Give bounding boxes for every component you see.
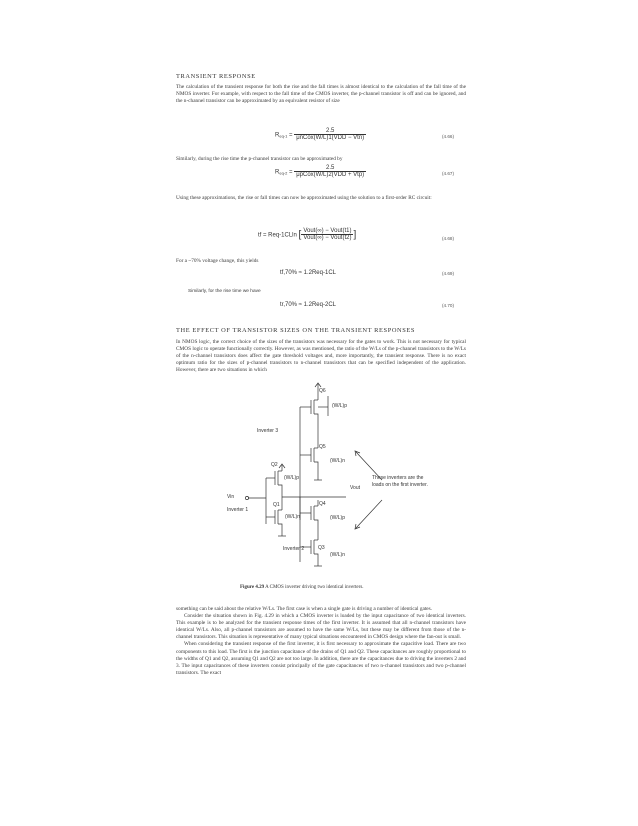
equation-4-66: $R_{eq-1}$ = $\frac{2.5}{\text{μnCox(W/L)1(VDD − Vtn)}}$ xyxy=(275,128,365,141)
eq-numerator: 2.5 xyxy=(294,128,366,135)
label-q2: Q2 xyxy=(271,462,278,468)
section-heading-transistor-sizes: THE EFFECT OF TRANSISTOR SIZES ON THE TRANSIENT RESPONSES xyxy=(176,327,416,334)
label-q1: Q1 xyxy=(273,502,280,508)
equation-4-70: tr,70% ≈ 1.2Req-2CL xyxy=(280,302,336,308)
q2-d xyxy=(278,485,282,497)
paragraph-text: Similarly, for the rise time we have xyxy=(188,289,261,294)
equation-number: (4.69) xyxy=(442,271,455,276)
annotation-loads: These inverters are the loads on the first inverter. xyxy=(372,475,428,488)
eq-denominator: μpCox(W/L)2(VDD + Vtp) xyxy=(296,172,365,178)
eq-lhs: tf = Req-1CLln xyxy=(258,232,297,239)
paragraph-text: Consider the situation shown in Fig. 4.29 in which a CMOS inverter is loaded by the input capacitance of two identical inverters. This example is to be analyzed for the transient response times of the first inverter. It is assumed that all n-channel transistors have identical W/Ls. Also, all p-channel transistors are assumed to have the same W/Ls, but these may be different from those of the n-channel transistors. This situation is representative of many typical situations encountered in CMOS design where the fan-out is small. xyxy=(176,613,466,641)
label-wl-n-q3: (W/L)n xyxy=(330,552,345,558)
label-wl-n-q5: (W/L)n xyxy=(330,458,345,464)
label-wl-p-q2: (W/L)p xyxy=(284,475,299,481)
q5-s xyxy=(314,462,318,474)
q3-s xyxy=(314,554,318,562)
q1-s xyxy=(278,524,282,532)
section-heading-transient-response: TRANSIENT RESPONSE xyxy=(176,73,256,80)
paragraph-text: For a ~70% voltage change, this yields xyxy=(176,258,259,264)
equation-number: (4.68) xyxy=(442,236,455,241)
label-wl-p-q4: (W/L)p xyxy=(330,515,345,521)
equation-number: (4.70) xyxy=(442,303,455,308)
eq-lhs: R xyxy=(275,169,280,176)
paragraph-fanout xyxy=(176,606,466,677)
paragraph-text: The calculation of the transient response for both the rise and the fall times is almost identical to the calculation of the fall time of the NMOS inverter. For example, with respect to the fall time of the CMOS inverter, the p-channel transistor is off and can be ignored, and the n-channel transistor can be approximated by an equivalent resistor of size xyxy=(176,84,466,105)
label-q4: Q4 xyxy=(319,501,326,507)
eq-denominator: Vout(∞) − Vout(t2) xyxy=(303,235,352,241)
figure-caption xyxy=(240,585,364,590)
label-wl-n-q1: (W/L)n xyxy=(285,514,300,520)
label-inverter-1: Inverter 1 xyxy=(227,507,249,513)
paragraph-text: When considering the transient response of the first inverter, it is first necessary to approximate the capacitive load. There are two components to this load. The first is the junction capacitance of the drains of Q1 and Q2. These capacitances are roughly proportional to the widths of Q1 and Q2, assuming Q1 and Q2 are not too large. In addition, there are the capacitances due to driving the inverters 2 and 3. The input capacitances of these inverters consist principally of the gate capacitances of two n-channel transistors and two p-channel transistors. The exact xyxy=(176,641,466,676)
eq-numerator: 2.5 xyxy=(294,165,366,172)
label-q3: Q3 xyxy=(318,545,325,551)
caption-label: Figure 4.29 xyxy=(240,585,265,590)
label-wl-p-q6: (W/L)p xyxy=(332,403,347,409)
eq-lhs: R xyxy=(275,132,280,139)
label-inverter-3: Inverter 3 xyxy=(257,428,279,434)
eq-denominator: μnCox(W/L)1(VDD − Vtn) xyxy=(296,135,365,141)
label-q6: Q6 xyxy=(319,388,326,394)
caption-text: A CMOS inverter driving two identical inverters. xyxy=(265,585,364,590)
paragraph-text: Using these approximations, the rise or fall times can now be approximated using the solution to a first-order RC circuit: xyxy=(176,195,432,201)
paragraph-text: In NMOS logic, the correct choice of the sizes of the transistors was necessary for the gates to work. This is not necessary for typical CMOS logic to operate functionally correctly. However, as was mentioned, the ratio of the W/Ls of the p-channel transistors to the W/Ls of the n-channel transistors does affect the gate threshold voltages and, more importantly, the transient response. There is no exact optimum ratio for the sizes of p-channel transistors to n-channel transistors that can be specified independent of the application. However, there are two situations in which xyxy=(176,339,466,374)
label-vin: Vin xyxy=(227,494,235,500)
eq-lhs-sub: eq-2 xyxy=(279,170,288,176)
equation-number: (4.67) xyxy=(442,171,455,176)
label-q5: Q5 xyxy=(319,444,326,450)
note-arrow-lower xyxy=(356,500,382,528)
label-vout: Vout xyxy=(350,485,361,491)
eq-numerator: Vout(∞) − Vout(t1) xyxy=(303,228,352,234)
q6-d xyxy=(314,414,318,428)
equation-number: (4.66) xyxy=(442,134,455,139)
paragraph-text: Similarly, during the rise time the p-channel transistor can be approximated by xyxy=(176,156,343,162)
equation-4-68: tf = Req-1CLln [ $\frac{\text{Vout(∞) − Vout(t1)}}{\text{Vout(∞) − Vout(t2)}}$ ] xyxy=(258,228,357,241)
equation-4-69: tf,70% ≈ 1.2Req-1CL xyxy=(280,270,336,276)
label-inverter-2: Inverter 2 xyxy=(283,546,305,552)
equation-4-67: $R_{eq-2}$ = $\frac{2.5}{\text{μpCox(W/L)2(VDD + Vtp)}}$ xyxy=(275,165,365,178)
paragraph-text: something can be said about the relative W/Ls. The first case is when a single gate is driving a number of identical gates. xyxy=(176,606,433,612)
eq-lhs-sub: eq-1 xyxy=(279,133,288,139)
q4-d xyxy=(314,520,318,540)
